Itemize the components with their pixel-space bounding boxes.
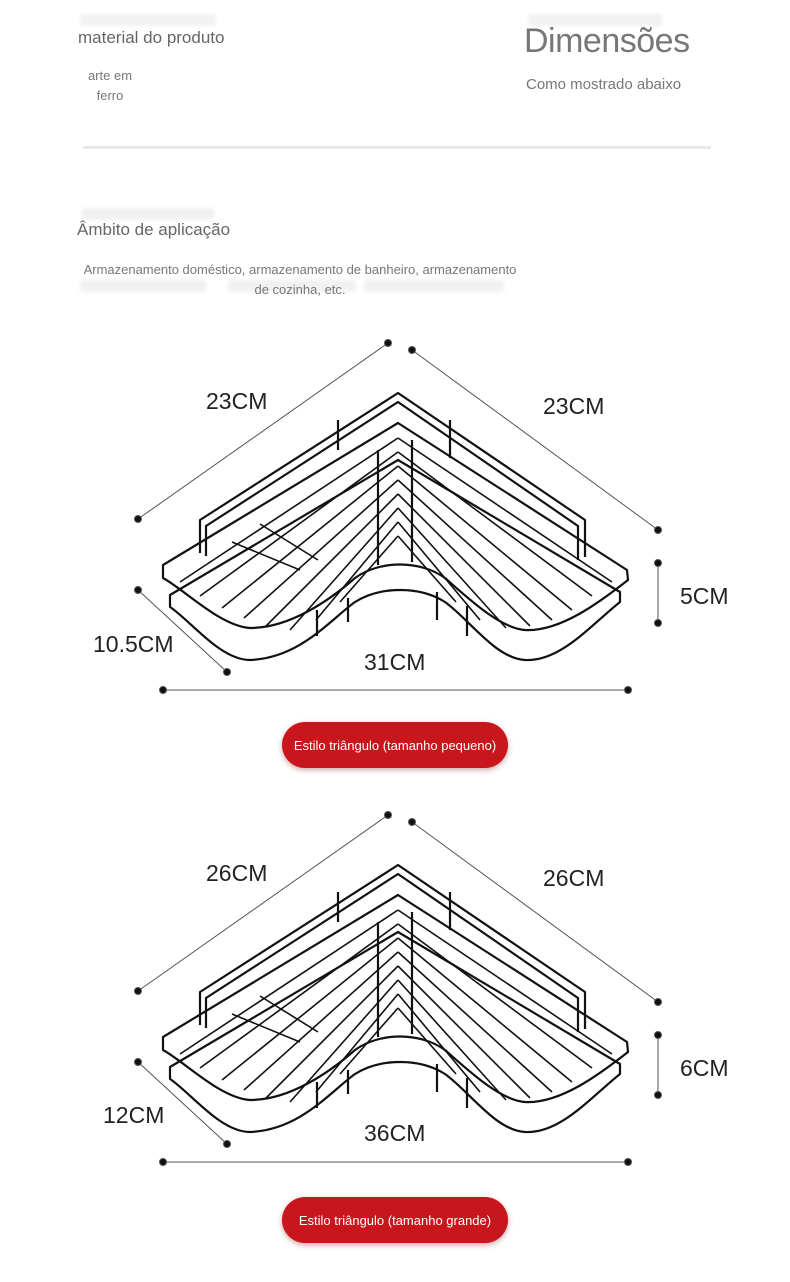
depth-label: 12CM	[103, 1102, 165, 1128]
product-style-badge: Estilo triângulo (tamanho pequeno)	[282, 722, 508, 768]
dimensions-label: Dimensões	[524, 22, 690, 60]
section-divider	[83, 146, 711, 149]
material-value: arte em ferro	[87, 68, 133, 103]
side-right-label: 23CM	[543, 393, 605, 419]
height-label: 5CM	[680, 583, 729, 609]
large-shelf-diagram	[0, 792, 790, 1182]
side-left-label: 26CM	[206, 860, 268, 886]
product-style-badge: Estilo triângulo (tamanho grande)	[282, 1197, 508, 1243]
width-label: 31CM	[364, 649, 426, 675]
application-label: Âmbito de aplicação	[77, 220, 231, 239]
small-shelf-diagram	[0, 320, 790, 710]
height-label: 6CM	[680, 1055, 729, 1081]
watermark-text	[80, 14, 216, 26]
material-label: material do produto	[78, 28, 225, 47]
watermark-text	[82, 208, 214, 220]
shelf-wire-basket	[163, 865, 628, 1132]
shelf-wire-basket	[163, 393, 628, 660]
application-value: Armazenamento doméstico, armazenamento de banheiro, armazenamento de cozinha, etc.	[83, 262, 517, 297]
depth-label: 10.5CM	[93, 631, 174, 657]
side-left-label: 23CM	[206, 388, 268, 414]
width-label: 36CM	[364, 1120, 426, 1146]
side-right-label: 26CM	[543, 865, 605, 891]
dimensions-value: Como mostrado abaixo	[526, 76, 682, 93]
